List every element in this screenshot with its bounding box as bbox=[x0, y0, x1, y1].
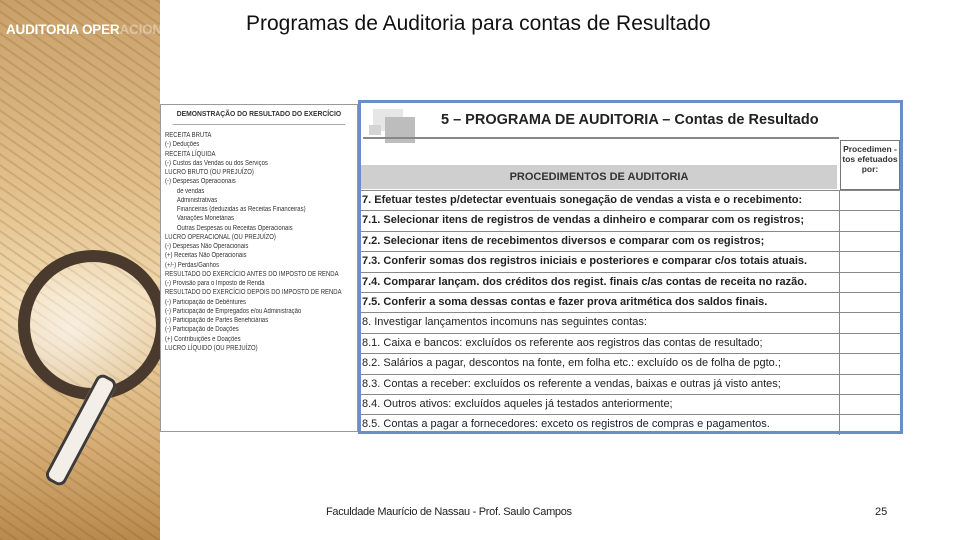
income-statement-line: (-) Custos das Vendas ou dos Serviços bbox=[165, 159, 268, 167]
procedure-step-text: 8. Investigar lançamentos incomuns nas seguintes contas: bbox=[362, 316, 647, 329]
responsible-cell bbox=[839, 313, 901, 332]
responsible-column-header: Procedimen -tos efetuados por: bbox=[840, 140, 900, 190]
income-statement-line: LUCRO OPERACIONAL (OU PREJUÍZO) bbox=[165, 233, 276, 241]
responsible-cell bbox=[839, 354, 901, 373]
income-statement-line: de vendas bbox=[176, 187, 205, 195]
income-statement-line: RESULTADO DO EXERCÍCIO ANTES DO IMPOSTO DE RENDA bbox=[165, 270, 339, 278]
procedure-step-text: 7. Efetuar testes p/detectar eventuais sonegação de vendas a vista e o recebimento: bbox=[362, 194, 803, 206]
procedure-step-text: 8.2. Salários a pagar, descontos na fonte, em folha etc.: excluído os de folha de pgto.; bbox=[362, 357, 781, 370]
responsible-cell bbox=[839, 273, 901, 292]
procedure-step-row bbox=[361, 353, 900, 373]
income-statement-line: (-) Participação de Debêntures bbox=[165, 298, 247, 306]
decorative-photo-panel bbox=[0, 0, 180, 540]
income-statement-line: LUCRO LÍQUIDO (OU PREJUÍZO) bbox=[165, 344, 258, 352]
income-statement-line: (-) Participação de Partes Beneficiárias bbox=[165, 317, 269, 324]
responsible-cell bbox=[839, 395, 901, 414]
income-statement-line: (-) Deduções bbox=[165, 141, 200, 149]
income-statement-line: (-) Provisão para o Imposto de Renda bbox=[165, 280, 265, 287]
procedure-step-text: 8.1. Caixa e bancos: excluídos os referente aos registros das contas de resultado; bbox=[362, 336, 763, 349]
brand-label bbox=[6, 22, 180, 37]
income-statement-line: (-) Participação de Empregados e/ou Administração bbox=[165, 307, 302, 315]
procedure-step-row bbox=[361, 333, 900, 353]
income-statement-line: RECEITA BRUTA bbox=[165, 132, 212, 139]
income-statement-line: (+/-) Perdas/Ganhos bbox=[165, 261, 220, 269]
procedure-step-text: 7.2. Selecionar itens de recebimentos diversos e comparar com os registros; bbox=[362, 234, 765, 247]
income-statement-title: DEMONSTRAÇÃO DO RESULTADO DO EXERCÍCIO bbox=[173, 105, 346, 125]
page-number: 25 bbox=[875, 506, 888, 518]
footer-text: Faculdade Maurício de Nassau - Prof. Saulo Campos bbox=[326, 506, 572, 518]
procedure-step-text: 8.3. Contas a receber: excluídos os referente a vendas, baixas e outras já visto antes; bbox=[362, 377, 781, 390]
income-statement-line: LUCRO BRUTO (OU PREJUÍZO) bbox=[165, 169, 254, 176]
responsible-cell bbox=[839, 191, 901, 210]
procedure-step-row bbox=[361, 210, 900, 230]
procedure-step-text: 8.4. Outros ativos: excluídos aqueles já testados anteriormente; bbox=[362, 397, 673, 410]
income-statement-line: Variações Monetárias bbox=[176, 215, 235, 223]
responsible-cell bbox=[839, 252, 901, 271]
page-title: Programas de Auditoria para contas de Resultado bbox=[246, 12, 711, 35]
procedure-step-row bbox=[361, 231, 900, 251]
procedure-step-row bbox=[361, 292, 900, 312]
document-icon bbox=[365, 107, 417, 147]
income-statement-line: Financeiras (deduzidas as Receitas Financeiras) bbox=[176, 206, 306, 213]
brand-label-fade: ACIONAL bbox=[119, 22, 180, 37]
income-statement-line: RESULTADO DO EXERCÍCIO DEPOIS DO IMPOSTO DE RENDA bbox=[165, 289, 342, 297]
income-statement-line: (+) Contribuições e Doações bbox=[165, 335, 241, 343]
procedure-step-text: 7.4. Comparar lançam. dos créditos dos regist. finais c/as contas de receita no razão. bbox=[362, 275, 808, 288]
income-statement-line: RECEITA LÍQUIDA bbox=[165, 150, 216, 158]
procedure-step-row bbox=[361, 312, 900, 332]
procedure-step-row bbox=[361, 251, 900, 271]
procedure-step-text: 8.5. Contas a pagar a fornecedores: exceto os registros de compras e pagamentos. bbox=[362, 418, 770, 431]
responsible-cell bbox=[839, 375, 901, 394]
procedure-step-text: 7.3. Conferir somas dos registros iniciais e posteriores e comparar c/os totais atuais. bbox=[362, 255, 808, 268]
procedure-step-row bbox=[361, 190, 900, 210]
responsible-cell bbox=[839, 293, 901, 312]
heading-divider bbox=[363, 137, 839, 139]
income-statement-line: Administrativas bbox=[176, 196, 218, 204]
procedure-step-text: 7.1. Selecionar itens de registros de vendas a dinheiro e comparar com os registros; bbox=[362, 214, 804, 227]
procedure-step-row bbox=[361, 394, 900, 414]
audit-program-panel bbox=[358, 100, 903, 434]
responsible-cell bbox=[839, 211, 901, 230]
magnifying-glass-icon bbox=[18, 250, 168, 400]
procedures-header: PROCEDIMENTOS DE AUDITORIA bbox=[361, 165, 837, 189]
procedure-step-text: 7.5. Conferir a soma dessas contas e fazer prova aritmética dos saldos finais. bbox=[362, 295, 768, 308]
income-statement-line: Outras Despesas ou Receitas Operacionais bbox=[176, 224, 293, 232]
income-statement-line: (-) Despesas Não Operacionais bbox=[165, 243, 249, 250]
responsible-cell bbox=[839, 334, 901, 353]
income-statement-lines bbox=[165, 131, 357, 353]
responsible-cell bbox=[839, 415, 901, 434]
procedure-step-row bbox=[361, 414, 900, 434]
procedure-step-row bbox=[361, 374, 900, 394]
procedure-step-row bbox=[361, 272, 900, 292]
responsible-cell bbox=[839, 232, 901, 251]
income-statement-line: (+) Receitas Não Operacionais bbox=[165, 252, 247, 260]
income-statement-line: (-) Despesas Operacionais bbox=[165, 178, 236, 186]
income-statement-panel bbox=[160, 104, 358, 432]
brand-label-main: AUDITORIA OPER bbox=[6, 22, 120, 37]
income-statement-line: (-) Participação de Doações bbox=[165, 326, 239, 334]
procedure-steps bbox=[361, 190, 900, 435]
audit-program-heading: 5 – PROGRAMA DE AUDITORIA – Contas de Resultado bbox=[441, 112, 819, 128]
